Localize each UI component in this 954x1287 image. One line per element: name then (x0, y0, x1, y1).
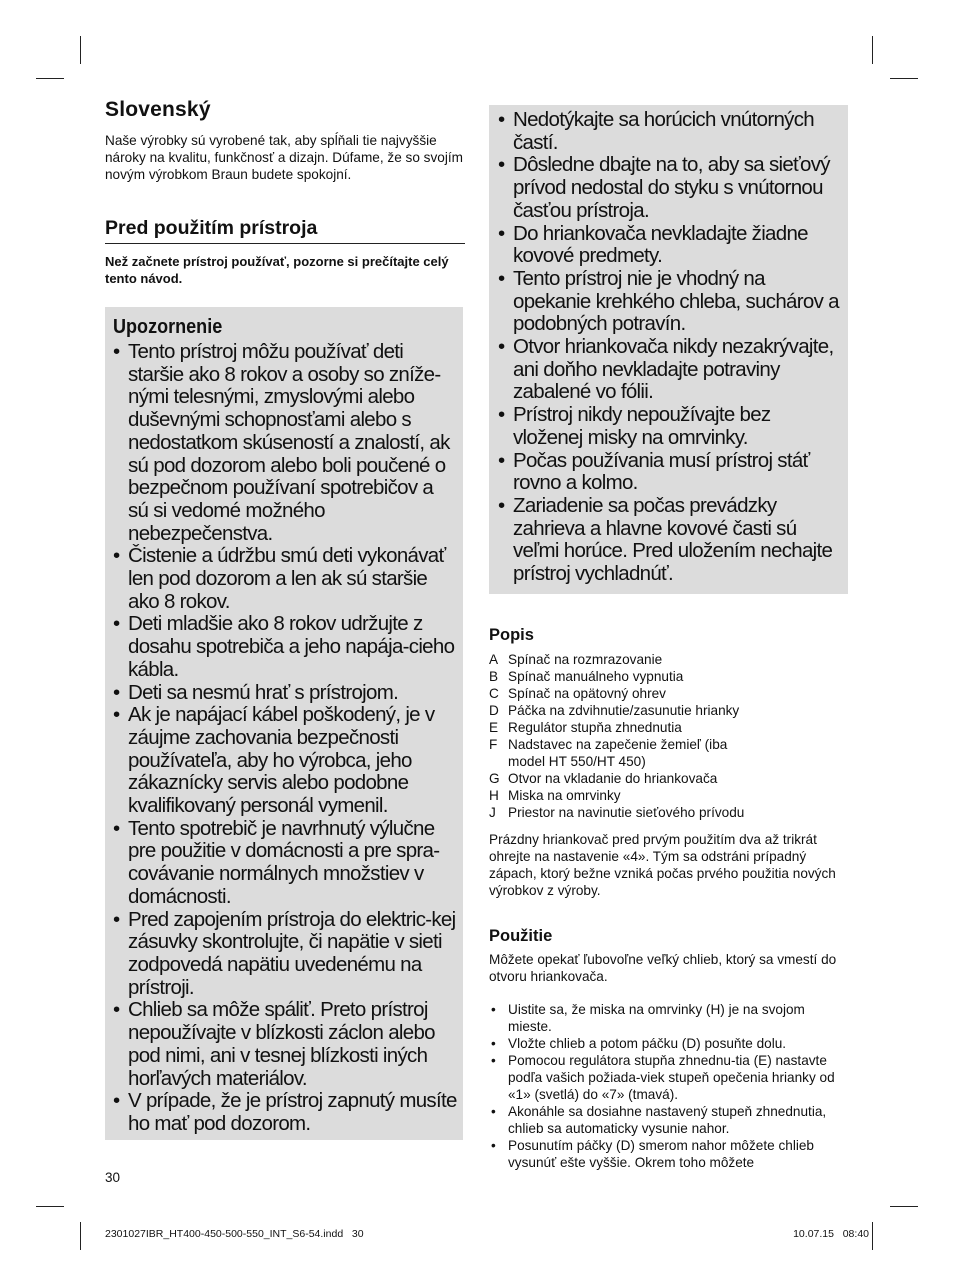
crop-mark (872, 1222, 873, 1250)
list-item: • Tento prístroj môžu používať deti staršie ako 8 rokov a osoby so zníže-nými telesnými, zmyslovými alebo duševnými schopnosťami alebo s nedostatkom skúseností a znalostí, ak sú pod dozorom alebo boli poučené o bezpečnom používaní spotrebičov a sú si vedomé možného nebezpečenstva. (113, 340, 450, 545)
list-item: • Uistite sa, že miska na omrvinky (H) je na svojom mieste. (491, 1001, 805, 1034)
intro-text: Naše výrobky sú vyrobené tak, aby spĺňali tie najvyššie nároky na kvalitu, funkčnosť a dizajn. Dúfame, že so svojím novým výrobkom Braun budete spokojní. (105, 133, 463, 182)
list-item: • Do hriankovača nevkladajte žiadne kovové predmety. (498, 221, 808, 268)
warning-list (113, 341, 457, 1136)
list-item: • Prístroj nikdy nepoužívajte bez vloženej misky na omrvinky. (498, 403, 771, 449)
list-item: A Spínač na rozmrazovanie (489, 651, 663, 667)
list-item: • Počas používania musí prístroj stáť rovno a kolmo. (498, 448, 810, 495)
list-item: • Posunutím páčky (D) smerom nahor môžete chlieb vysunúť ešte vyššie. Okrem toho môžete (491, 1137, 814, 1170)
list-item: • Vložte chlieb a potom páčku (D) posuňte dolu. (491, 1035, 787, 1051)
list-item: J Priestor na navinutie sieťového prívodu (489, 804, 745, 820)
list-item: • Otvor hriankovača nikdy nezakrývajte, ani doňho nevkladajte potraviny zabalené vo fólii. (498, 335, 834, 404)
crop-mark (36, 1206, 64, 1207)
crop-mark (890, 1206, 918, 1207)
usage-intro: Môžete opekať ľubovoľne veľký chlieb, ktorý sa vmestí do otvoru hriankovača. (489, 951, 837, 984)
list-item: D Páčka na zdvihnutie/zasunutie hrianky (489, 702, 740, 718)
crop-mark (890, 78, 918, 79)
crop-mark (872, 36, 873, 64)
crop-mark (36, 78, 64, 79)
list-item: • Dôsledne dbajte na to, aby sa sieťový prívod nedostal do styku s vnútornou časťou prístroja. (498, 153, 830, 222)
list-item: • Deti mladšie ako 8 rokov udržujte z dosahu spotrebiča a jeho napája-cieho kábla. (113, 612, 455, 681)
list-item: • Ak je napájací kábel poškodený, je v záujme zachovania bezpečnosti používateľa, aby ho výrobca, jeho zákaznícky servis alebo podobne kvalifikovaný personál vymenil. (113, 703, 435, 818)
description-title: Popis (489, 625, 534, 644)
footer-file-info: 2301027IBR_HT400-450-500-550_INT_S6-54.indd 30 (105, 1228, 364, 1240)
list-item: F Nadstavec na zapečenie žemieľ (iba model HT 550/HT 450) (489, 736, 728, 769)
crop-mark (80, 1222, 81, 1250)
list-item: G Otvor na vkladanie do hriankovača (489, 770, 718, 786)
list-item: • Čistenie a údržbu smú deti vykonávať len pod dozorom a len ak sú staršie ako 8 rokov. (113, 544, 446, 613)
list-item: • Tento spotrebič je navrhnutý výlučne pre použitie v domácnosti a pre spra-covávanie normálnych množstiev v domácnosti. (113, 816, 440, 908)
language-title: Slovenský (105, 98, 211, 121)
usage-steps (489, 1001, 848, 1171)
list-item: • Pomocou regulátora stupňa zhnednu-tia (E) nastavte podľa vašich požiada-viek stupeň opečenia hrianky od «1» (svetlá) do «7» (tmavá). (491, 1052, 835, 1102)
crop-mark (80, 36, 81, 64)
list-item: • Chlieb sa môže spáliť. Preto prístroj nepoužívajte v blízkosti záclon alebo pod nimi, ani v tesnej blízkosti iných horľavých materiálov. (113, 998, 435, 1090)
section-note: Než začnete prístroj používať, pozorne si prečítajte celý tento návod. (105, 254, 449, 286)
page-number: 30 (105, 1170, 121, 1185)
usage-title: Použitie (489, 926, 553, 945)
list-item: • Zariadenie sa počas prevádzky zahrieva a hlavne kovové časti sú veľmi horúce. Pred uložením nechajte prístroj vychladnúť. (498, 493, 833, 586)
list-item: E Regulátor stupňa zhnednutia (489, 719, 682, 735)
list-item: • Deti sa nesmú hrať s prístrojom. (113, 680, 399, 704)
list-item: • Tento prístroj nie je vhodný na opekanie krehkého chleba, suchárov a podobných potravín. (498, 266, 839, 336)
list-item: B Spínač manuálneho vypnutia (489, 668, 684, 684)
list-item: • Nedotýkajte sa horúcich vnútorných častí. (498, 108, 814, 154)
section-title: Pred použitím prístroja (105, 217, 465, 244)
parts-list (489, 651, 848, 821)
footer-date-info: 10.07.15 08:40 (793, 1228, 869, 1240)
left-column (105, 98, 465, 1140)
list-item: C Spínač na opätovný ohrev (489, 685, 666, 701)
warning-box-continued (489, 105, 848, 594)
warning-title: Upozornenie (113, 315, 223, 338)
warning-list (498, 109, 842, 586)
list-item: • V prípade, že je prístroj zapnutý musíte ho mať pod dozorom. (113, 1089, 457, 1135)
warning-box (105, 307, 463, 1140)
first-use-text: Prázdny hriankovač pred prvým použitím dva až trikrát ohrejte na nastavenie «4». Tým sa odstráni prípadný zápach, ktorý bežne vzniká počas prvého použitia nových výrobkov z výroby. (489, 831, 836, 898)
right-column (489, 105, 848, 1171)
list-item: • Pred zapojením prístroja do elektric-kej zásuvky skontrolujte, či napätie v sieti zodpovedá napätiu uvedenému na prístroji. (113, 907, 456, 999)
list-item: H Miska na omrvinky (489, 787, 621, 803)
list-item: • Akonáhle sa dosiahne nastavený stupeň zhnednutia, chlieb sa automaticky vysunie nahor. (491, 1103, 827, 1136)
